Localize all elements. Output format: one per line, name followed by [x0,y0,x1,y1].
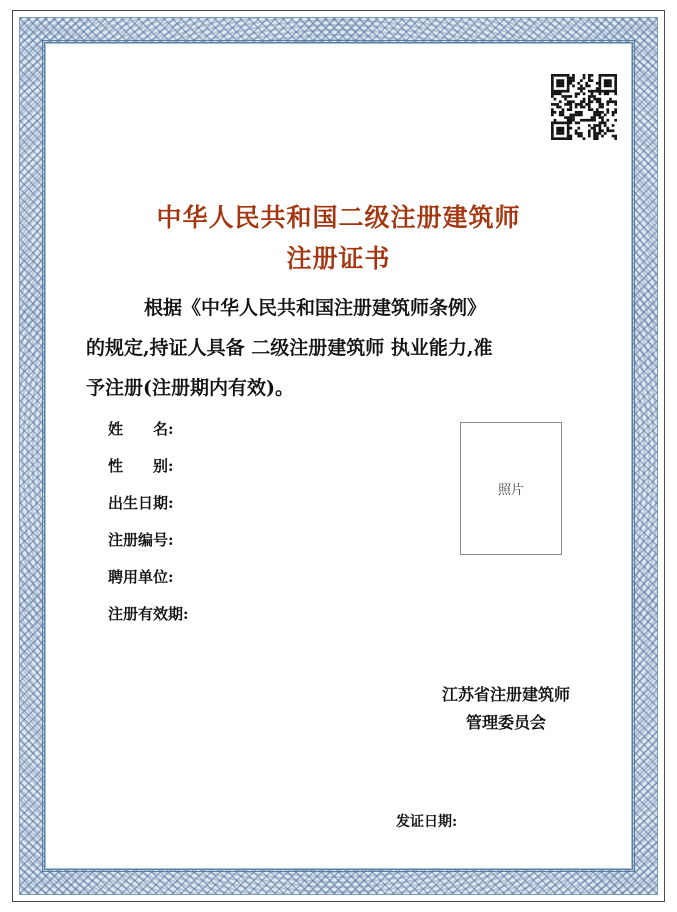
qr-code-icon [551,74,617,140]
intro-line1 [106,288,586,328]
photo-label: 照片 [497,483,524,498]
intro-text-1: 根据《中华人民共和国注册建筑师条例》 [144,297,487,319]
certificate-title-line2: 注册证书 [286,244,391,273]
field-registration-number: 注册编号: [108,531,174,549]
intro-line2: 的规定,持证人具备 二级注册建筑师 执业能力,准 [86,337,493,359]
photo-placeholder [460,422,562,555]
holder-fields [108,418,189,640]
field-name: 姓 名: [108,420,174,438]
issuer-line2: 管理委员会 [465,713,546,732]
field-validity: 注册有效期: [108,605,189,623]
certificate-body [45,43,632,869]
field-gender: 性 别: [108,457,174,475]
field-employer: 聘用单位: [108,568,174,586]
field-birth-date: 出生日期: [108,494,174,512]
issuer-line1: 江苏省注册建筑师 [441,685,570,704]
certificate-sheet [12,10,665,902]
intro-line3: 予注册(注册期内有效)。 [86,377,294,399]
certificate-title-line1: 中华人民共和国二级注册建筑师 [156,203,521,232]
issue-date-label: 发证日期: [396,814,458,830]
